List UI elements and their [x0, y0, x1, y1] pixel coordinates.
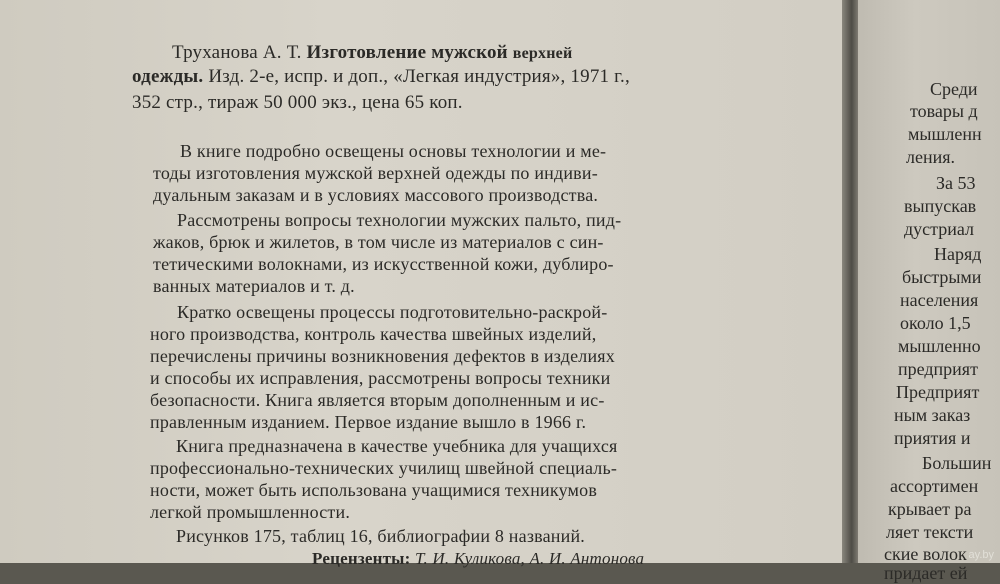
right-page-line: ления.	[906, 147, 956, 167]
edition-info: Изд. 2-е, испр. и доп., «Легкая индустрия», 1971 г.,	[208, 66, 630, 87]
reviewers-label: Рецензенты:	[312, 549, 411, 568]
reviewers	[312, 548, 644, 570]
right-page-line: За 53	[936, 173, 976, 193]
abstract-line: тетическими волокнами, из искусственной кожи, дублиро-	[153, 254, 614, 274]
abstract-line: ного производства, контроль качества швейных изделий,	[150, 324, 597, 344]
right-page-line: Предприят	[896, 382, 980, 402]
right-page-line: ассортимен	[890, 476, 979, 496]
abstract-line: Кратко освещены процессы подготовительно-раскрой-	[177, 302, 608, 322]
abstract-line: и способы их исправления, рассмотрены вопросы техники	[150, 368, 611, 388]
right-page-line: крывает ра	[888, 499, 972, 519]
book-title-end: верхней	[512, 45, 573, 62]
abstract-line: правленным изданием. Первое издание вышло в 1966 г.	[150, 412, 587, 432]
right-page	[858, 0, 1000, 583]
citation-line-1	[172, 42, 572, 65]
right-page-line: дустриал	[904, 219, 974, 239]
right-page-line: мышленн	[908, 124, 982, 144]
right-page-line: ляет тексти	[886, 522, 974, 542]
abstract-line: ности, может быть использована учащимися техникумов	[150, 480, 598, 500]
right-page-line: придает ей	[884, 563, 968, 583]
right-page-line: приятия и	[894, 428, 971, 448]
right-page-line: Среди	[930, 79, 978, 99]
figures-count: Рисунков 175, таблиц 16, библиографии 8 названий.	[176, 526, 585, 546]
abstract-line: В книге подробно освещены основы технологии и ме-	[180, 141, 607, 161]
right-page-line: ские волок	[884, 544, 967, 564]
right-page-line: выпускав	[904, 196, 977, 216]
right-page-line: товары д	[910, 101, 978, 121]
right-page-line: ным заказ	[894, 405, 971, 425]
abstract-line: тоды изготовления мужской верхней одежды по индиви-	[153, 163, 598, 183]
right-page-line: Наряд	[934, 244, 982, 264]
author: Труханова А. Т.	[172, 42, 302, 63]
book-gutter	[842, 0, 858, 563]
right-page-line: предприят	[898, 359, 978, 379]
abstract-line: дуальным заказам и в условиях массового производства.	[153, 185, 599, 205]
abstract-line: легкой промышленности.	[150, 502, 351, 522]
right-page-line: около 1,5	[900, 313, 971, 333]
right-page-line: быстрыми	[902, 267, 982, 287]
watermark: ay.by	[968, 549, 994, 561]
abstract-line: ванных материалов и т. д.	[153, 276, 355, 296]
abstract-line: Рассмотрены вопросы технологии мужских пальто, пид-	[177, 210, 622, 230]
right-page-line: населения	[900, 290, 979, 310]
book-title-start: Изготовление мужской	[306, 42, 508, 63]
reviewers-names: Т. И. Куликова, А. И. Антонова	[414, 549, 645, 568]
right-page-line: Большин	[922, 453, 992, 473]
citation-line-3: 352 стр., тираж 50 000 экз., цена 65 коп.	[132, 92, 463, 113]
right-page-line: мышленно	[898, 336, 981, 356]
abstract-line: профессионально-технических училищ швейной специаль-	[150, 458, 618, 478]
book-title-final: одежды.	[132, 66, 204, 87]
abstract-line: безопасности. Книга является вторым дополненным и ис-	[150, 390, 605, 410]
abstract-line: Книга предназначена в качестве учебника для учащихся	[176, 436, 618, 456]
abstract-line: перечислены причины возникновения дефектов в изделиях	[150, 346, 615, 366]
abstract-line: жаков, брюк и жилетов, в том числе из материалов с син-	[153, 232, 604, 252]
citation-line-2	[132, 66, 630, 88]
